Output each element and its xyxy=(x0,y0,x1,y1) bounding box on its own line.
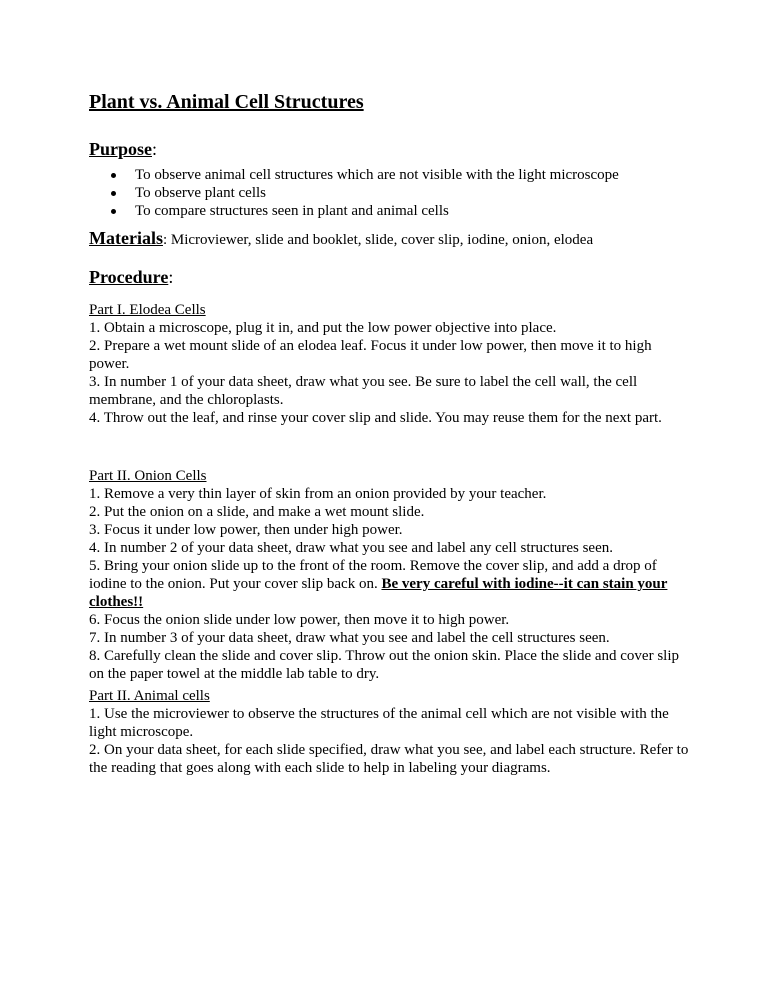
part2-section xyxy=(89,467,689,683)
part2-step: 3. Focus it under low power, then under high power. xyxy=(89,522,403,538)
materials-line xyxy=(89,227,593,251)
materials-heading: Materials xyxy=(89,228,163,248)
purpose-item-text: To observe animal cell structures which are not visible with the light microscope xyxy=(135,167,619,183)
part3-title: Part II. Animal cells xyxy=(89,688,210,704)
part1-step: 3. In number 1 of your data sheet, draw what you see. Be sure to label the cell wall, the cell membrane, and the chloroplasts. xyxy=(89,374,638,408)
part2-step: 6. Focus the onion slide under low power, then move it to high power. xyxy=(89,612,510,628)
part1-step: 4. Throw out the leaf, and rinse your cover slip and slide. You may reuse them for the next part. xyxy=(89,410,662,426)
bullet-icon xyxy=(111,173,116,178)
part2-step-5-text: 5. Bring your onion slide up to the front of the room. Remove the cover slip, and add a drop of iodine to the onion. Put your cover slip back on. xyxy=(89,558,657,592)
purpose-item xyxy=(89,166,619,184)
part3-step: 1. Use the microviewer to observe the structures of the animal cell which are not visible with the light microscope. xyxy=(89,706,669,740)
purpose-item xyxy=(89,202,619,220)
part1-step: 2. Prepare a wet mount slide of an elodea leaf. Focus it under low power, then move it to high power. xyxy=(89,338,652,372)
procedure-label: Procedure xyxy=(89,267,169,287)
purpose-item-text: To observe plant cells xyxy=(135,185,266,201)
procedure-colon: : xyxy=(168,267,174,287)
part1-step: 1. Obtain a microscope, plug it in, and put the low power objective into place. xyxy=(89,320,557,336)
part2-step: 4. In number 2 of your data sheet, draw what you see and label any cell structures seen. xyxy=(89,540,613,556)
part1-title: Part I. Elodea Cells xyxy=(89,302,206,318)
purpose-item xyxy=(89,184,619,202)
part2-step-5 xyxy=(89,557,689,611)
iodine-warning: Be very careful with iodine--it can stain your clothes!! xyxy=(89,576,668,610)
part3-step: 2. On your data sheet, for each slide specified, draw what you see, and label each structure. Refer to the reading that goes along with each slide to help in labeling your diagrams. xyxy=(89,742,689,776)
purpose-heading xyxy=(89,138,157,160)
procedure-heading xyxy=(89,266,173,288)
part1-section xyxy=(89,301,689,427)
purpose-label: Purpose xyxy=(89,139,152,159)
page-title: Plant vs. Animal Cell Structures xyxy=(89,91,364,113)
part2-step: 2. Put the onion on a slide, and make a wet mount slide. xyxy=(89,504,425,520)
purpose-colon: : xyxy=(152,139,158,159)
materials-text: : Microviewer, slide and booklet, slide, cover slip, iodine, onion, elodea xyxy=(162,232,594,248)
purpose-item-text: To compare structures seen in plant and animal cells xyxy=(135,203,449,219)
part2-title: Part II. Onion Cells xyxy=(89,468,207,484)
bullet-icon xyxy=(111,191,116,196)
part3-section xyxy=(89,687,689,777)
bullet-icon xyxy=(111,209,116,214)
part2-step: 7. In number 3 of your data sheet, draw what you see and label the cell structures seen. xyxy=(89,630,610,646)
purpose-list xyxy=(89,166,619,220)
part2-step: 1. Remove a very thin layer of skin from an onion provided by your teacher. xyxy=(89,486,547,502)
part2-step: 8. Carefully clean the slide and cover slip. Throw out the onion skin. Place the slide and cover slip on the paper towel at the middle lab table to dry. xyxy=(89,648,679,682)
